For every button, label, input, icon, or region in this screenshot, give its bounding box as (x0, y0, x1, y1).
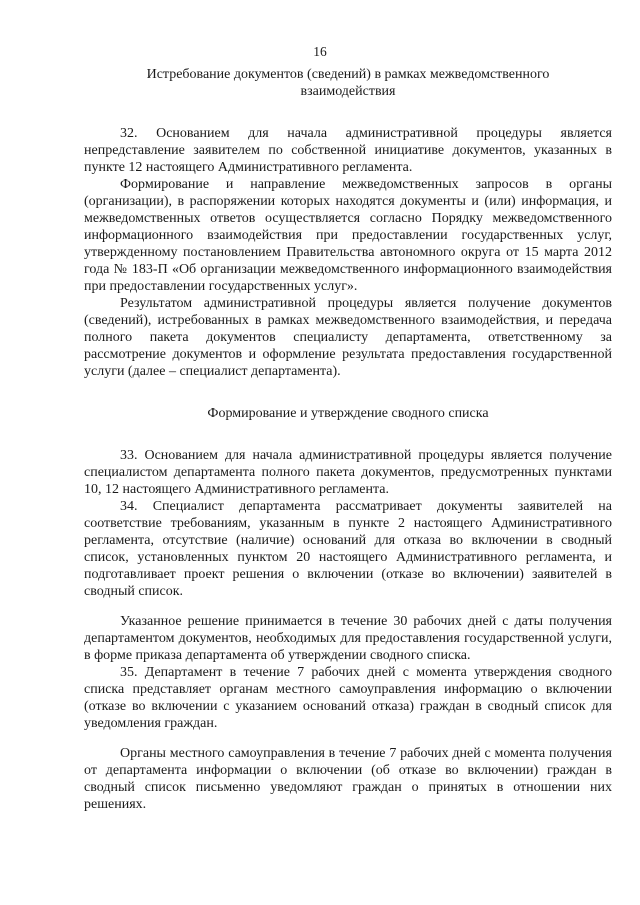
paragraph-32: 32. Основанием для начала административной процедуры является непредставление заявителем по собственной инициативе документов, указанных в пункте 12 настоящего Административного регламента. (84, 126, 612, 175)
section-heading-list: Формирование и утверждение сводного списка (207, 406, 489, 421)
page-number: 16 (313, 44, 327, 59)
paragraph-32-requests: Формирование и направление межведомственных запросов в органы (организации), в распоряжении которых находятся документы и (или) информация, и межведомственных ответов осуществляется согласно Порядку межведомственного информационного взаимодействия при предоставлении государственных услуг, утвержденному постановлением Правительства автономного округа от 15 марта 2012 года № 183-П «Об организации межведомственного информационного взаимодействия при предоставлении государственных услуг». (84, 177, 612, 294)
paragraph-35-notification: Органы местного самоуправления в течение 7 рабочих дней с момента получения от департамента информации о включении (об отказе во включении) граждан в сводный список письменно уведомляют граждан о принятых в отношении них решениях. (84, 746, 612, 812)
paragraph-35: 35. Департамент в течение 7 рабочих дней с момента утверждения сводного списка представляет органам местного самоуправления информацию о включении (отказе во включении с указанием оснований отказа) граждан в сводный список для уведомления граждан. (84, 665, 612, 731)
paragraph-32-result: Результатом административной процедуры является получение документов (сведений), истребованных в рамках межведомственного взаимодействия, и передача полного пакета документов специалисту департамента, ответственному за рассмотрение документов и оформление результата предоставления государственной услуги (далее – специалист департамента). (84, 296, 612, 379)
paragraph-34: 34. Специалист департамента рассматривает документы заявителей на соответствие требованиям, указанным в пункте 2 настоящего Административного регламента, отсутствие (наличие) оснований для отказа во включении в сводный список, установленных пунктом 20 настоящего Административного регламента, и подготавливает проект решения о включении (отказе во включении) заявителей в сводный список. (84, 499, 612, 599)
section-heading-request: Истребование документов (сведений) в рамках межведомственного взаимодействия (146, 67, 550, 99)
paragraph-33: 33. Основанием для начала административной процедуры является получение специалистом департамента полного пакета документов, предусмотренных пунктами 10, 12 настоящего Административного регламента. (84, 448, 612, 497)
document-body (84, 66, 612, 813)
paragraph-34-decision: Указанное решение принимается в течение 30 рабочих дней с даты получения департаментом документов, необходимых для предоставления государственной услуги, в форме приказа департамента об утверждении сводного списка. (84, 614, 612, 663)
